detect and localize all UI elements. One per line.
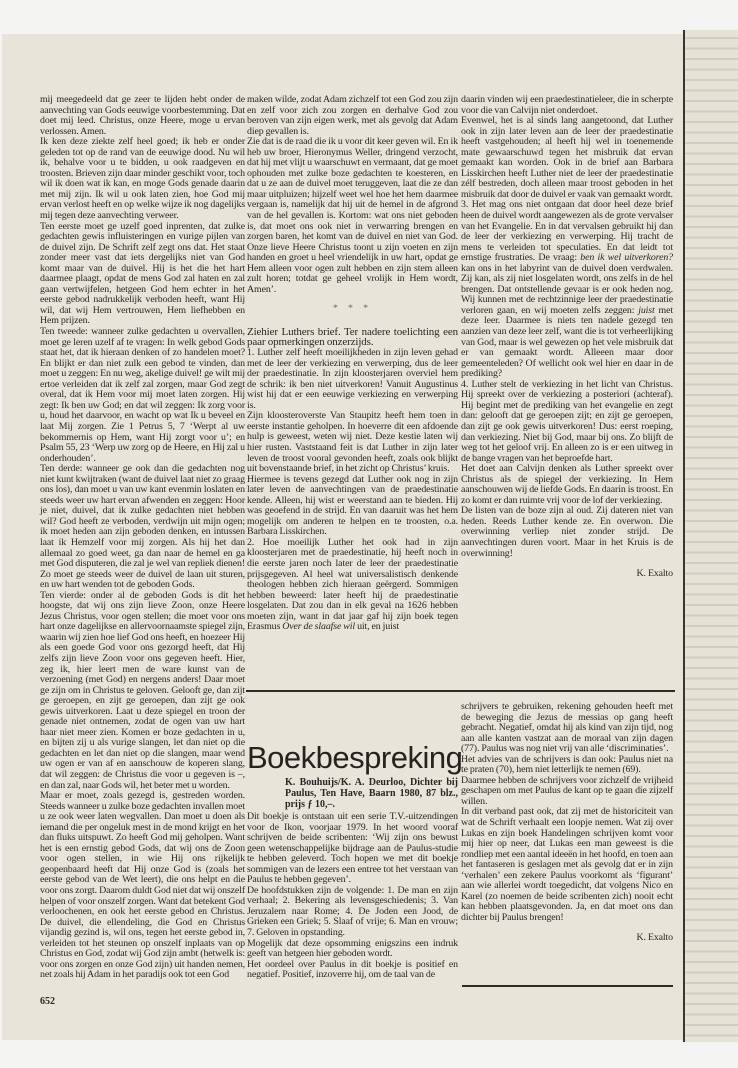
section-divider [246,690,675,692]
author-signature: K. Exalto [636,568,673,580]
text-run: 2. Hoe moeilijk Luther het ook had in zijn kloosterjaren met de praedestinatie, hij heeft noch in die eerste jaren noch later de leer der praedestinatie prijsgegeven. Al heel wat universalistisch denkende theologen hebben zich hieraan geërgerd. Sommigen hebben beweerd: later heeft hij de praedestinatie losgelaten. Dat zou dan in elk geval na 1626 hebben moeten zijn, want in dat jaar gaf hij zijn boek tegen Erasmus [247,536,458,633]
paragraph: Zijn kloosteroverste Van Staupitz heeft hem toen in eerste instantie geholpen. In hoeverre dit een afdoende hulp is geweest, weten wij niet. Deze kestie laten wij hier rusten. Vaststaand feit is dat Luther in zijn later leven de troost vooral gevonden heeft, zoals ook blijkt uit bovenstaande brief, in het zicht op Christus’ kruis. [247,410,458,475]
paragraph: Maar er moet, zoals gezegd is, gestreden worden. Steeds wanneer u zulke boze gedachten invallen moet u ze ook weer laten wegvallen. Dan moet u doen als iemand die per ongeluk mest in de mond krijgt en het dan fluks uitspuwt. Zo heeft God mij geholpen. Want het is een ernstig gebod Gods, dat wij ons de Zoon voor ogen stellen, in wie Hij ons rijkelijk geopenbaard heeft dat Hij onze God is (zoals het eerste gebod van de Wet leert), die ons helpt en die voor ons zorgt. Daarom duldt God niet dat wij onszelf helpen of voor onszelf zorgen. Want dat betekent God verloochenen, en ook het eerste gebod en Christus. De duivel, die ellendeling, die God en Christus vijandig gezind is, wil ons, tegen het eerste gebod in, verleiden tot het steunen op onszelf inplaats van op Christus en God, zodat wij God zijn ambt (hetwelk is: voor ons zorgen en onze God zijn) uit handen nemen, net zoals hij Adam in het paradijs ook tot een God [40,790,245,981]
paragraph: De hoofdstukken zijn de volgende: 1. De man en zijn verhaal; 2. Bekering als levensgeschiedenis; 3. Van Jeruzalem naar Rome; 4. De Joden een Jood, de Grieken een Griek; 5. Slaaf of vrije; 6. Man en vrouw; 7. Geloven in opstanding. [247,884,458,939]
section-separator: * * * [332,303,373,315]
paragraph: 4. Luther stelt de verkiezing in het licht van Christus. Hij spreekt over de verkiezing a posteriori (achteraf). Hij begint met de prediking van het evangelie en zegt dan: gelooft dat ge geroepen zijt; en zijt ge geroepen, dan zijt ge ook gewis uitverkoren! Dus: eerst roeping, dan verkiezing. Niet bij God, maar bij ons. Zo blijft de weg tot het geloof vrij. En alleen zo is er een uitweg in de bange vragen van het beproefde hart. [461,378,673,464]
commentary-column-3 [461,95,673,580]
paragraph: maken wilde, zodat Adam zichzelf tot een God zou zijn en zelf voor zich zou zorgen en derhalve God zou beroven van zijn eigen werk, met als gevolg dat Adam diep gevallen is. [247,94,458,137]
paragraph: Ten vierde: onder al de geboden Gods is dit het hoogste, dat wij ons zijn lieve Zoon, onze Heere Jezus Christus, voor ogen stellen; die moet voor ons hart onze dagelijkse en allervoornaamste spiegel zijn, waarin wij zien hoe lief God ons heeft, en hoezeer Hij als een goede God voor ons gezorgd heeft, dat Hij zelfs zijn lieve Zoon voor ons gegeven heeft. Hier, zeg ik, hier leert men de ware kunst van de verzoening (met God) en nergens anders! Daar moet ge zijn om in Christus te geloven. Gelooft ge, dan zijt ge geroepen, en zijt ge geroepen, dan zijt ge ook gewis uitverkoren. Laat u deze spiegel en troon der genade niet ontnemen, zodat de ogen van uw hart haar niet meer zien. Komen er boze gedachten in u, en bijten zij u als vurige slangen, let dan niet op die gedachten en let dan niet op die slangen, maar wend uw ogen er van af en aanschouw de koperen slang, dat wil zeggen: de Christus die voor u gegeven is –, en dan zal, naar Gods wil, het beter met u worden. [40,589,245,791]
text-run: met deze leer. Daarmee is niets ten nadele gezegd ten aanzien van deze leer zelf, want die is tot verheerlijking van God, maar is wel gewezen op het vele misbruik dat er van gemaakt wordt. Alleeen maar door gemeenteleden? Of wellicht ook wel hier en daar in de prediking? [461,304,673,380]
page-number: 652 [40,996,55,1007]
facing-page-edge [685,30,738,1042]
italic-text: juist [638,304,655,316]
text-run: uit, en juist [355,621,400,633]
book-citation: K. Bouhuijs/K. A. Deurloo, Dichter bij Paulus, Ten Have, Baarn 1980, 87 blz., prijs ƒ 10,–. [285,777,458,810]
review-column-2 [461,702,673,944]
review-heading: Boekbespreking [247,740,463,775]
paragraph: Ziehier Luthers brief. Ter nadere toelichting een paar opmerkingen onzerzijds. [247,325,458,349]
review-signature: K. Exalto [636,932,673,944]
paragraph: schrijvers te gebruiken, rekening gehouden heeft met de beweging die Jezus de messias op gang heeft gebracht. Negatief, omdat hij als kind van zijn tijd, nog aan alle kanten vastzat aan de moraal van zijn dagen (77). Paulus was nog niet vrij van alle ‘discriminaties’. [461,701,673,755]
paragraph: Zie dat is de raad die ik u voor dit keer geven wil. En ik heb uw broer, Hieronymus Weller, dringend verzocht, dat hij met vlijt u waarschuwt en vermaant, dat ge moet ophouden met zulke boze gedachten te koesteren, en dat u ze aan de duivel moet teruggeven, laat die ze dan maar uitpluizen; hijzelf weet wel hoe het hem daarmee vergaan is, namelijk dat hij uit de hemel in de afgrond van de hel gevallen is. Kortom: wat ons niet geboden is, dat moet ons ook niet in verwarring brengen en zorgen baren, het komt van de duivel en niet van God. Onze lieve Heere Christus toont u zijn voeten en zijn handen en groet u heel vriendelijk in uw hart, opdat ge Hem alleen voor ogen zult hebben en zijn stem alleen zult horen; totdat ge geheel vrolijk in Hem wordt, Amen’. [247,136,458,295]
paragraph: Ik ken deze ziekte zelf heel goed; ik heb er onder geleden tot op de rand van de eeuwige dood. Nu wil ik, behalve voor u te bidden, u ook raadgeven en troosten. Brieven zijn daar minder geschikt voor, toch wil ik doen wat ik kan, en moge Gods genade daarin met mij zijn. Ik wil u ook laten zien, hoe God mij ervan verlost heeft en op welke wijze ik nog dagelijks mij tegen deze aanvechting verweer. [40,136,245,222]
paragraph: Ten eerste moet ge uzelf goed inprenten, dat zulke gedachten gewis influisteringen en vurige pijlen van de duivel zijn. De Schrift zelf zegt ons dat. Het staat zonder meer vast dat iets dergelijks niet van God komt maar van de duivel. Hij is het die het hart daarmee plaagt, opdat de mens God zal haten en zal gaan vertwijfelen, hetgeen God hem echter in het eerste gebod nadrukkelijk verboden heeft, want Hij wil, dat wij Hem vertrouwen, Hem liefhebben en Hem prijzen. [40,220,245,327]
text-run: kan ons in het labyrint van de duivel doen verdwalen. Zij kan, als zij niet losgelaten wordt, ons zelfs in de hel brengen. Dat ontstellende gevaar is er ook heden nog. Wij kunnen met de rechtzinnige leer der praedestinatie verloren gaan, en wij moeten zelfs zeggen: [461,262,673,316]
paragraph [461,200,673,379]
paragraph: 1. Luther zelf heeft moeilijkheden in zijn leven gehad met de leer der verkiezing en verwerping, dus de leer der praedestinatie. In zijn kloosterjaren overviel hem de schrik: ik ben niet uitverkoren! Vanuit Augustinus wist hij dat er een eeuwige verkiezing en verwerping is. [247,347,458,411]
paragraph: Het doet aan Calvijn denken als Luther spreekt over Christus als de spiegel der verkiezing. In Hem aanschouwen wij de liefde Gods. En daarin is troost. En zo komt er dan ruimte vrij voor de lof der verkiezing. [461,463,674,506]
end-divider [462,985,673,987]
paragraph: Het advies van de schrijvers is dan ook: Paulus niet na te praten (70), hem niet letterlijk te nemen (69). [461,753,673,776]
paragraph: daarin vinden wij een praedestinatieleer, die in scherpte voor die van Calvijn niet onderdoet. [461,94,673,116]
paragraph: mij meegedeeld dat ge zeer te lijden hebt onder de aanvechting van Gods eeuwige voorbestemming. Dat doet mij leed. Christus, onze Heere, moge u ervan verlossen. Amen. [40,94,245,137]
italic-text: Over de slaafse wil [282,621,356,633]
paragraph: Hiermee is tevens gezegd dat Luther ook nog in zijn later leven de aanvechtingen van de praedestinatie kende. Alleen, hij wist er weerstand aan te bieden. Hij was geoefend in de strijd. En van daaruit was het hem mogelijk om anderen te helpen en te troosten, o.a. Barbara Lisskirchen. [247,473,458,538]
paragraph: De listen van de boze zijn al oud. Zij dateren niet van heden. Reeds Luther kende ze. En overwon. Die overwinning verliep niet zonder strijd. De aanvechtingen duren voort. Maar in het Kruis is de overwinning! [461,505,673,559]
paragraph: Daarmee hebben de schrijvers voor zichzelf de vrijheid geschapen om met Paulus de kant op te gaan die zijzelf willen. [461,774,673,807]
paragraph: Mogelijk dat deze opsomming enigszins een indruk geeft van hetgeen hier geboden wordt. [247,937,458,960]
paragraph: Ten tweede: wanneer zulke gedachten u overvallen, moet ge leren uzelf af te vragen: In welk gebod Gods staat het, dat ik hieraan denken of zo handelen moet? En blijkt er dan niet zulk een gebod te vinden, dan moet u zeggen: En nu weg, akelige duivel! ge wilt mij ertoe verleiden dat ik zelf zal zorgen, maar God zegt overal, dat ik Hem voor mij moet laten zorgen. Hij zegt: Ik ben uw God; en dat wil zeggen: Ik zorg voor u, houd het daarvoor, en wacht op wat Ik u beveel en laat Mij zorgen. Zie 1 Petrus 5, 7 ‘Werpt al uw bekommernis op Hem, want Hij zorgt voor u’; en Psalm 55, 23 ‘Werp uw zorg op de Heere, en Hij zal u onderhouden’. [40,326,245,464]
letter-column-1 [40,95,245,981]
paragraph: In dit verband past ook, dat zij met de historiciteit van wat de Schrift verhaalt een loopje nemen. Wat zij over Lukas en zijn boek Handelingen schrijven komt voor mij hier op neer, dat Lukas een man geweest is die rondliep met een aantal ideeën in het hoofd, en toen aan het fantaseren is geslagen met als gevolg dat er in zijn ‘verhalen’ een zekere Paulus voorkomt als ‘figurant’ aan wie allerlei wordt toegedicht, dat volgens Nico en Karel (zo noemen de beide scribenten zich) nooit echt kan hebben plaatsgevonden. Ja, en dat moet ons dan dichter bij Paulus brengen! [461,806,673,923]
italic-text: ben ik wel uitverkoren? [580,252,673,264]
review-column-1 [247,812,458,981]
paragraph: Evenwel, het is al sinds lang aangetoond, dat Luther ook in zijn later leven aan de leer der praedestinatie heeft vastgehouden; al heeft hij wel in toenemende mate gewaarschuwd tegen het misbruik dat ervan gemaakt kan worden. Ook in de brief aan Barbara Lisskirchen heeft Luther niet de leer der praedestinatie zélf bestreden, doch alleen maar troost geboden in het misbruik dat door de duivel er vaak van gemaakt wordt. [461,115,673,200]
paragraph: Dit boekje is ontstaan uit een serie T.V.-uitzendingen voor de Ikon, voorjaar 1979. In het woord vooraf schrijven de beide scribenten: ‘Wij zijn ons bewust geen wetenschappelijke bijdrage aan de Paulus-studie te hebben geleverd. Toch hopen we met dit boekje sommigen van de lezers een entree tot het verstaan van Paulus te hebben gegeven’. [247,811,458,886]
text-run: 3. Het mag ons niet ontgaan dat door heel deze brief heen de duivel wordt aangewezen als de grote vervalser van het Evangelie. En in dat vervalsen gebruikt hij dan de leer der verkiezing en verwerping. Hij tracht de mens te verleiden tot speculaties. En dat leidt tot ernstige frustraties. De vraag: [461,199,673,264]
paragraph [247,538,458,633]
letter-column-2 [247,95,458,633]
paragraph: Ten derde: wanneer ge ook dan die gedachten nog niet kunt kwijtraken (want de duivel laat niet zo graag ons los), dan moet u van uw kant evenmin loslaten en steeds weer uw hart ervan afwenden en zeggen: Hoor je niet, duivel, dat ik zulke gedachten niet hebben wil? God heeft ze verboden, verdwijn uit mijn ogen; ik moet heden aan zijn geboden denken, en intussen laat ik Hemzelf voor mij zorgen. Als hij het dan allemaal zo goed weet, ga dan naar de hemel en ga met God disputeren, die zal je wel van repliek dienen! Zo moet ge steeds weer de duivel de laan uit sturen, en uw hart wenden tot de geboden Gods. [40,463,245,591]
paragraph: Het oordeel over Paulus in dit boekje is positief en negatief. Positief, inzoverre hij, om de taal van de [247,958,458,981]
